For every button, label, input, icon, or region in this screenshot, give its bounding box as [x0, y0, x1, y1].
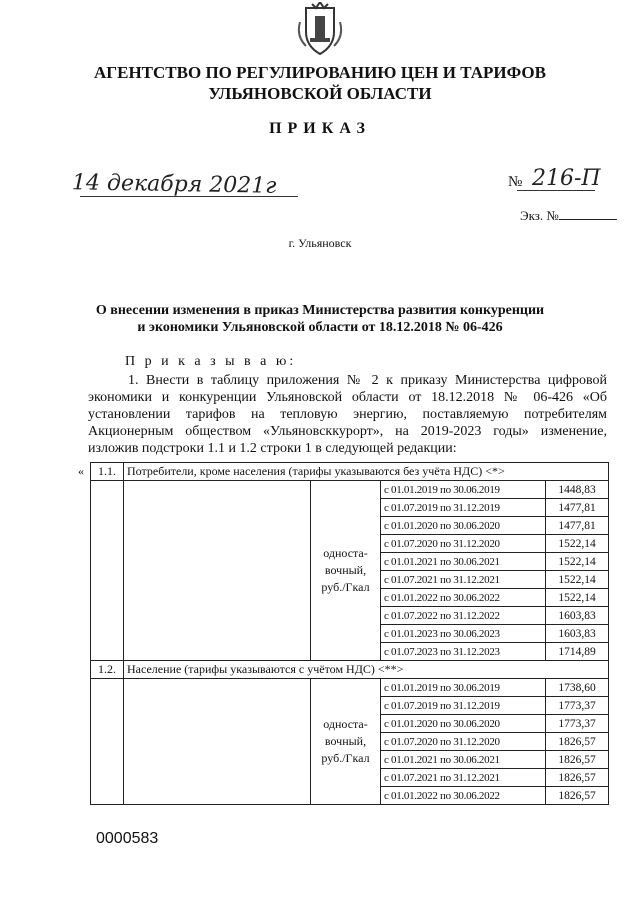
document-type-title: ПРИКАЗ	[269, 120, 371, 137]
number-underline	[517, 190, 595, 191]
paragraph-text: 1. Внести в таблицу приложения № 2 к приказу Министерства цифровой экономики и конкуренции Ульяновской области от 18.12.2018 № 06-426 «Об установлении тарифов на тепловую энергию, поставляемую потребителям Акционерным обществом «Ульяновсккурорт», на 2019-2023 годы» изменение, изложив подстроки 1.1 и 1.2 строки 1 в следующей редакции:	[88, 373, 607, 456]
tariff-value-cell: 1826,57	[546, 769, 609, 787]
tariff-value-cell: 1477,81	[546, 517, 609, 535]
agency-name-line1: АГЕНТСТВО ПО РЕГУЛИРОВАНИЮ ЦЕН И ТАРИФОВ	[94, 63, 546, 82]
opening-quote: «	[78, 464, 84, 478]
tariff-value-cell: 1826,57	[546, 733, 609, 751]
tariff-value-cell: 1522,14	[546, 553, 609, 571]
tariff-table-body	[91, 463, 609, 805]
period-cell: с 01.01.2021 по 30.06.2021	[381, 553, 546, 571]
empty-name-cell	[124, 481, 311, 661]
period-cell: с 01.07.2023 по 31.12.2023	[381, 643, 546, 661]
table-row	[91, 679, 609, 697]
tariff-unit-cell: односта-вочный, руб./Гкал	[311, 481, 381, 661]
empty-number-cell	[91, 481, 124, 661]
table-section-header	[91, 661, 609, 679]
number-label: №	[508, 174, 523, 190]
subject-line1: О внесении изменения в приказ Министерства развития конкуренции	[95, 303, 545, 318]
handwritten-order-number: 216-П	[532, 166, 601, 191]
document-code: 0000583	[96, 830, 159, 847]
tariff-value-cell: 1522,14	[546, 571, 609, 589]
subject-line2: и экономики Ульяновской области от 18.12.2018 № 06-426	[137, 320, 503, 335]
tariff-value-cell: 1826,57	[546, 787, 609, 805]
section-title: Потребители, кроме населения (тарифы указываются без учёта НДС) <*>	[124, 463, 609, 481]
period-cell: с 01.07.2019 по 31.12.2019	[381, 499, 546, 517]
table-row	[91, 481, 609, 499]
copy-number-field	[520, 208, 617, 224]
tariff-value-cell: 1826,57	[546, 751, 609, 769]
tariff-value-cell: 1773,37	[546, 697, 609, 715]
period-cell: с 01.07.2020 по 31.12.2020	[381, 733, 546, 751]
period-cell: с 01.07.2021 по 31.12.2021	[381, 769, 546, 787]
period-cell: с 01.07.2021 по 31.12.2021	[381, 571, 546, 589]
tariff-value-cell: 1773,37	[546, 715, 609, 733]
period-cell: с 01.01.2020 по 30.06.2020	[381, 715, 546, 733]
period-cell: с 01.07.2019 по 31.12.2019	[381, 697, 546, 715]
tariff-value-cell: 1522,14	[546, 535, 609, 553]
period-cell: с 01.01.2022 по 30.06.2022	[381, 589, 546, 607]
city-name: г. Ульяновск	[288, 236, 352, 250]
table-section-header	[91, 463, 609, 481]
copy-number-blank	[559, 208, 617, 220]
section-number: 1.1.	[91, 463, 124, 481]
section-title: Население (тарифы указываются с учётом НДС) <**>	[124, 661, 609, 679]
tariff-value-cell: 1603,83	[546, 625, 609, 643]
tariff-unit-cell: односта-вочный, руб./Гкал	[311, 679, 381, 805]
period-cell: с 01.01.2019 по 30.06.2019	[381, 481, 546, 499]
period-cell: с 01.01.2023 по 30.06.2023	[381, 625, 546, 643]
period-cell: с 01.07.2022 по 31.12.2022	[381, 607, 546, 625]
date-underline	[80, 196, 298, 197]
tariff-value-cell: 1738,60	[546, 679, 609, 697]
empty-number-cell	[91, 679, 124, 805]
agency-name-line2: УЛЬЯНОВСКОЙ ОБЛАСТИ	[208, 84, 432, 103]
coat-of-arms-emblem	[296, 2, 344, 58]
handwritten-date: 14 декабря 2021г	[71, 170, 277, 199]
copy-number-label: Экз. №	[520, 208, 559, 223]
period-cell: с 01.01.2020 по 30.06.2020	[381, 517, 546, 535]
tariff-value-cell: 1714,89	[546, 643, 609, 661]
tariff-table	[90, 462, 609, 805]
empty-name-cell	[124, 679, 311, 805]
section-number: 1.2.	[91, 661, 124, 679]
order-word: П р и к а з ы в а ю:	[125, 354, 297, 369]
tariff-value-cell: 1477,81	[546, 499, 609, 517]
tariff-value-cell: 1603,83	[546, 607, 609, 625]
tariff-value-cell: 1448,83	[546, 481, 609, 499]
document-subject	[80, 302, 560, 336]
period-cell: с 01.01.2021 по 30.06.2021	[381, 751, 546, 769]
body-paragraph	[88, 372, 607, 457]
period-cell: с 01.07.2020 по 31.12.2020	[381, 535, 546, 553]
tariff-value-cell: 1522,14	[546, 589, 609, 607]
tariff-table-container	[90, 462, 609, 805]
period-cell: с 01.01.2019 по 30.06.2019	[381, 679, 546, 697]
period-cell: с 01.01.2022 по 30.06.2022	[381, 787, 546, 805]
